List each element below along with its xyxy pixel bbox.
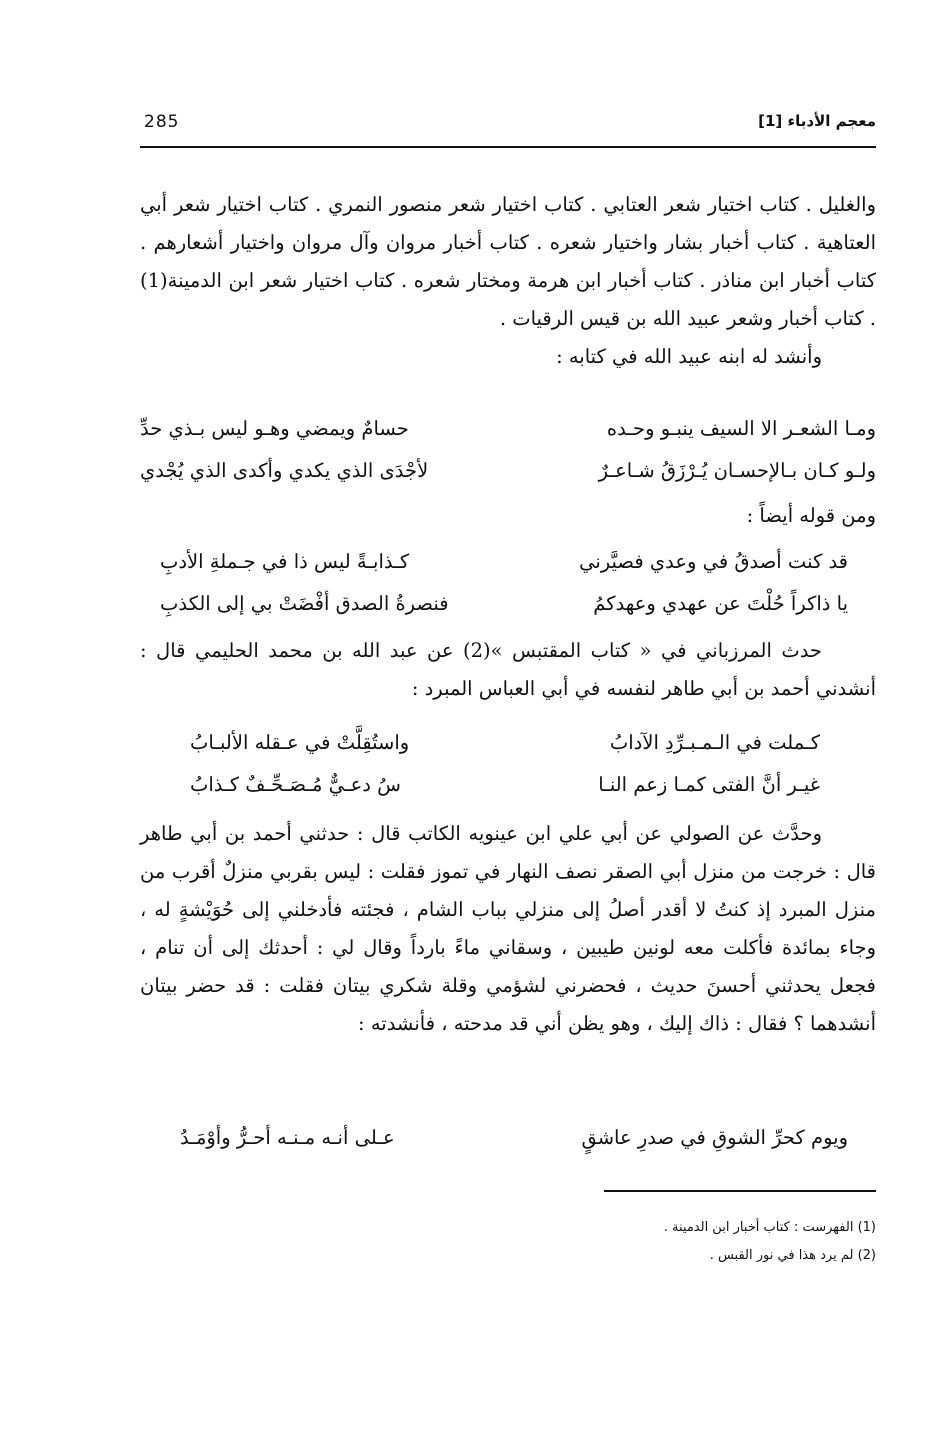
verse-first-hemistich: ولـو كـان بـالإحسـان يُـرْزَقُ شـاعـرٌ <box>598 459 876 482</box>
verse-second-hemistich: كـذابـةً ليس ذا في جـملةِ الأدبِ <box>160 550 410 573</box>
paragraph-marzubani <box>140 632 876 708</box>
footnote-rule <box>604 1190 876 1192</box>
verse-second-hemistich: سُ دعـيٌّ مُـصَـحِّـفٌ كـذابُ <box>190 773 401 796</box>
page-number: 285 <box>144 112 180 132</box>
verse-second-hemistich: واستُقِلَّتْ في عـقله الألبـابُ <box>190 731 410 754</box>
verse-first-hemistich: يا ذاكراً حُلْتَ عن عهدي وعهدكمُ <box>593 592 848 615</box>
footnote-1: (1) الفهرست : كتاب أخبار ابن الدمينة . <box>663 1220 876 1235</box>
verse-second-hemistich: عـلى أنـه مـنـه أحـرُّ وأوْمَـدُ <box>180 1126 395 1149</box>
paragraph: ومن قوله أيضاً : <box>746 504 876 527</box>
verse-first-hemistich: غيـر أنَّ الفتى كمـا زعم النـا <box>598 773 820 796</box>
paragraph: والغليل . كتاب اختيار شعر العتابي . كتاب اختيار شعر منصور النمري . كتاب اختيار شعر أبي العتاهية . كتاب أخبار بشار واختيار شعره . كتاب أخبار مروان وآل مروان واختيار أشعارهم . كتاب أخبار ابن مناذر . كتاب أخبار ابن هرمة ومختار شعره . كتاب اختيار شعر ابن الدمينة(1) . كتاب أخبار وشعر عبيد الله بن قيس الرقيات . <box>140 193 876 330</box>
verse-line <box>160 541 848 583</box>
verse-first-hemistich: قد كنت أصدقُ في وعدي فصيَّرني <box>579 550 848 573</box>
poem-verses-4 <box>180 1117 848 1159</box>
page-header <box>140 112 876 146</box>
footnotes <box>500 1214 876 1270</box>
verse-first-hemistich: ومـا الشعـر الا السيف ينبـو وحـده <box>606 417 876 440</box>
paragraph-recited-intro <box>140 338 876 376</box>
verse-line <box>190 764 820 806</box>
running-head: معجم الأدباء [1] <box>758 112 876 130</box>
verse-second-hemistich: لأجْدَى الذي يكدي وأكدى الذي يُجْدي <box>140 459 429 482</box>
paragraph-anecdote <box>140 815 876 1043</box>
verse-line <box>140 450 876 492</box>
verse-line <box>140 408 876 450</box>
verse-line <box>180 1117 848 1159</box>
paragraph: حدث المرزباني في « كتاب المقتبس »(2) عن عبد الله بن محمد الحليمي قال : أنشدني أحمد بن أبي طاهر لنفسه في أبي العباس المبرد : <box>140 639 876 700</box>
verse-line <box>190 722 820 764</box>
paragraph-also-said <box>140 497 876 535</box>
poem-verses-2 <box>160 541 848 625</box>
verse-second-hemistich: فنصرةُ الصدق أفْضَتْ بي إلى الكذبِ <box>160 592 449 615</box>
verse-first-hemistich: كـملت في الـمـبـرِّدِ الآدابُ <box>609 731 820 754</box>
verse-second-hemistich: حسامٌ ويمضي وهـو ليس بـذي حدِّ <box>140 417 409 440</box>
header-rule <box>140 146 876 148</box>
paragraph: وأنشد له ابنه عبيد الله في كتابه : <box>556 345 822 368</box>
paragraph-books-list <box>140 186 876 338</box>
footnote-2: (2) لم يرد هذا في نور القبس . <box>709 1248 876 1263</box>
poem-verses-3 <box>190 722 820 806</box>
verse-line <box>160 583 848 625</box>
verse-first-hemistich: ويوم كحرِّ الشوقِ في صدرِ عاشقٍ <box>581 1126 848 1149</box>
poem-verses-1 <box>140 408 876 492</box>
paragraph: وحدَّث عن الصولي عن أبي علي ابن عينويه الكاتب قال : حدثني أحمد بن أبي طاهر قال : خرجت من منزل أبي الصقر نصف النهار في تموز فقلت : ليس بقربي منزلٌ أقرب من منزل المبرد إذ كنتُ لا أقدر أصلُ إلى منزلي بباب الشام ، فجئته فأدخلني إلى حُوَيْشةٍ له ، وجاء بمائدة فأكلت معه لونين طيبين ، وسقاني ماءً بارداً وقال لي : أحدثك إلى أن تنام ، فجعل يحدثني أحسنَ حديث ، فحضرني لشؤمي وقلة شكري بيتان فقلت : قد حضر بيتان أنشدهما ؟ فقال : ذاك إليك ، وهو يظن أني قد مدحته ، فأنشدته : <box>140 822 876 1035</box>
